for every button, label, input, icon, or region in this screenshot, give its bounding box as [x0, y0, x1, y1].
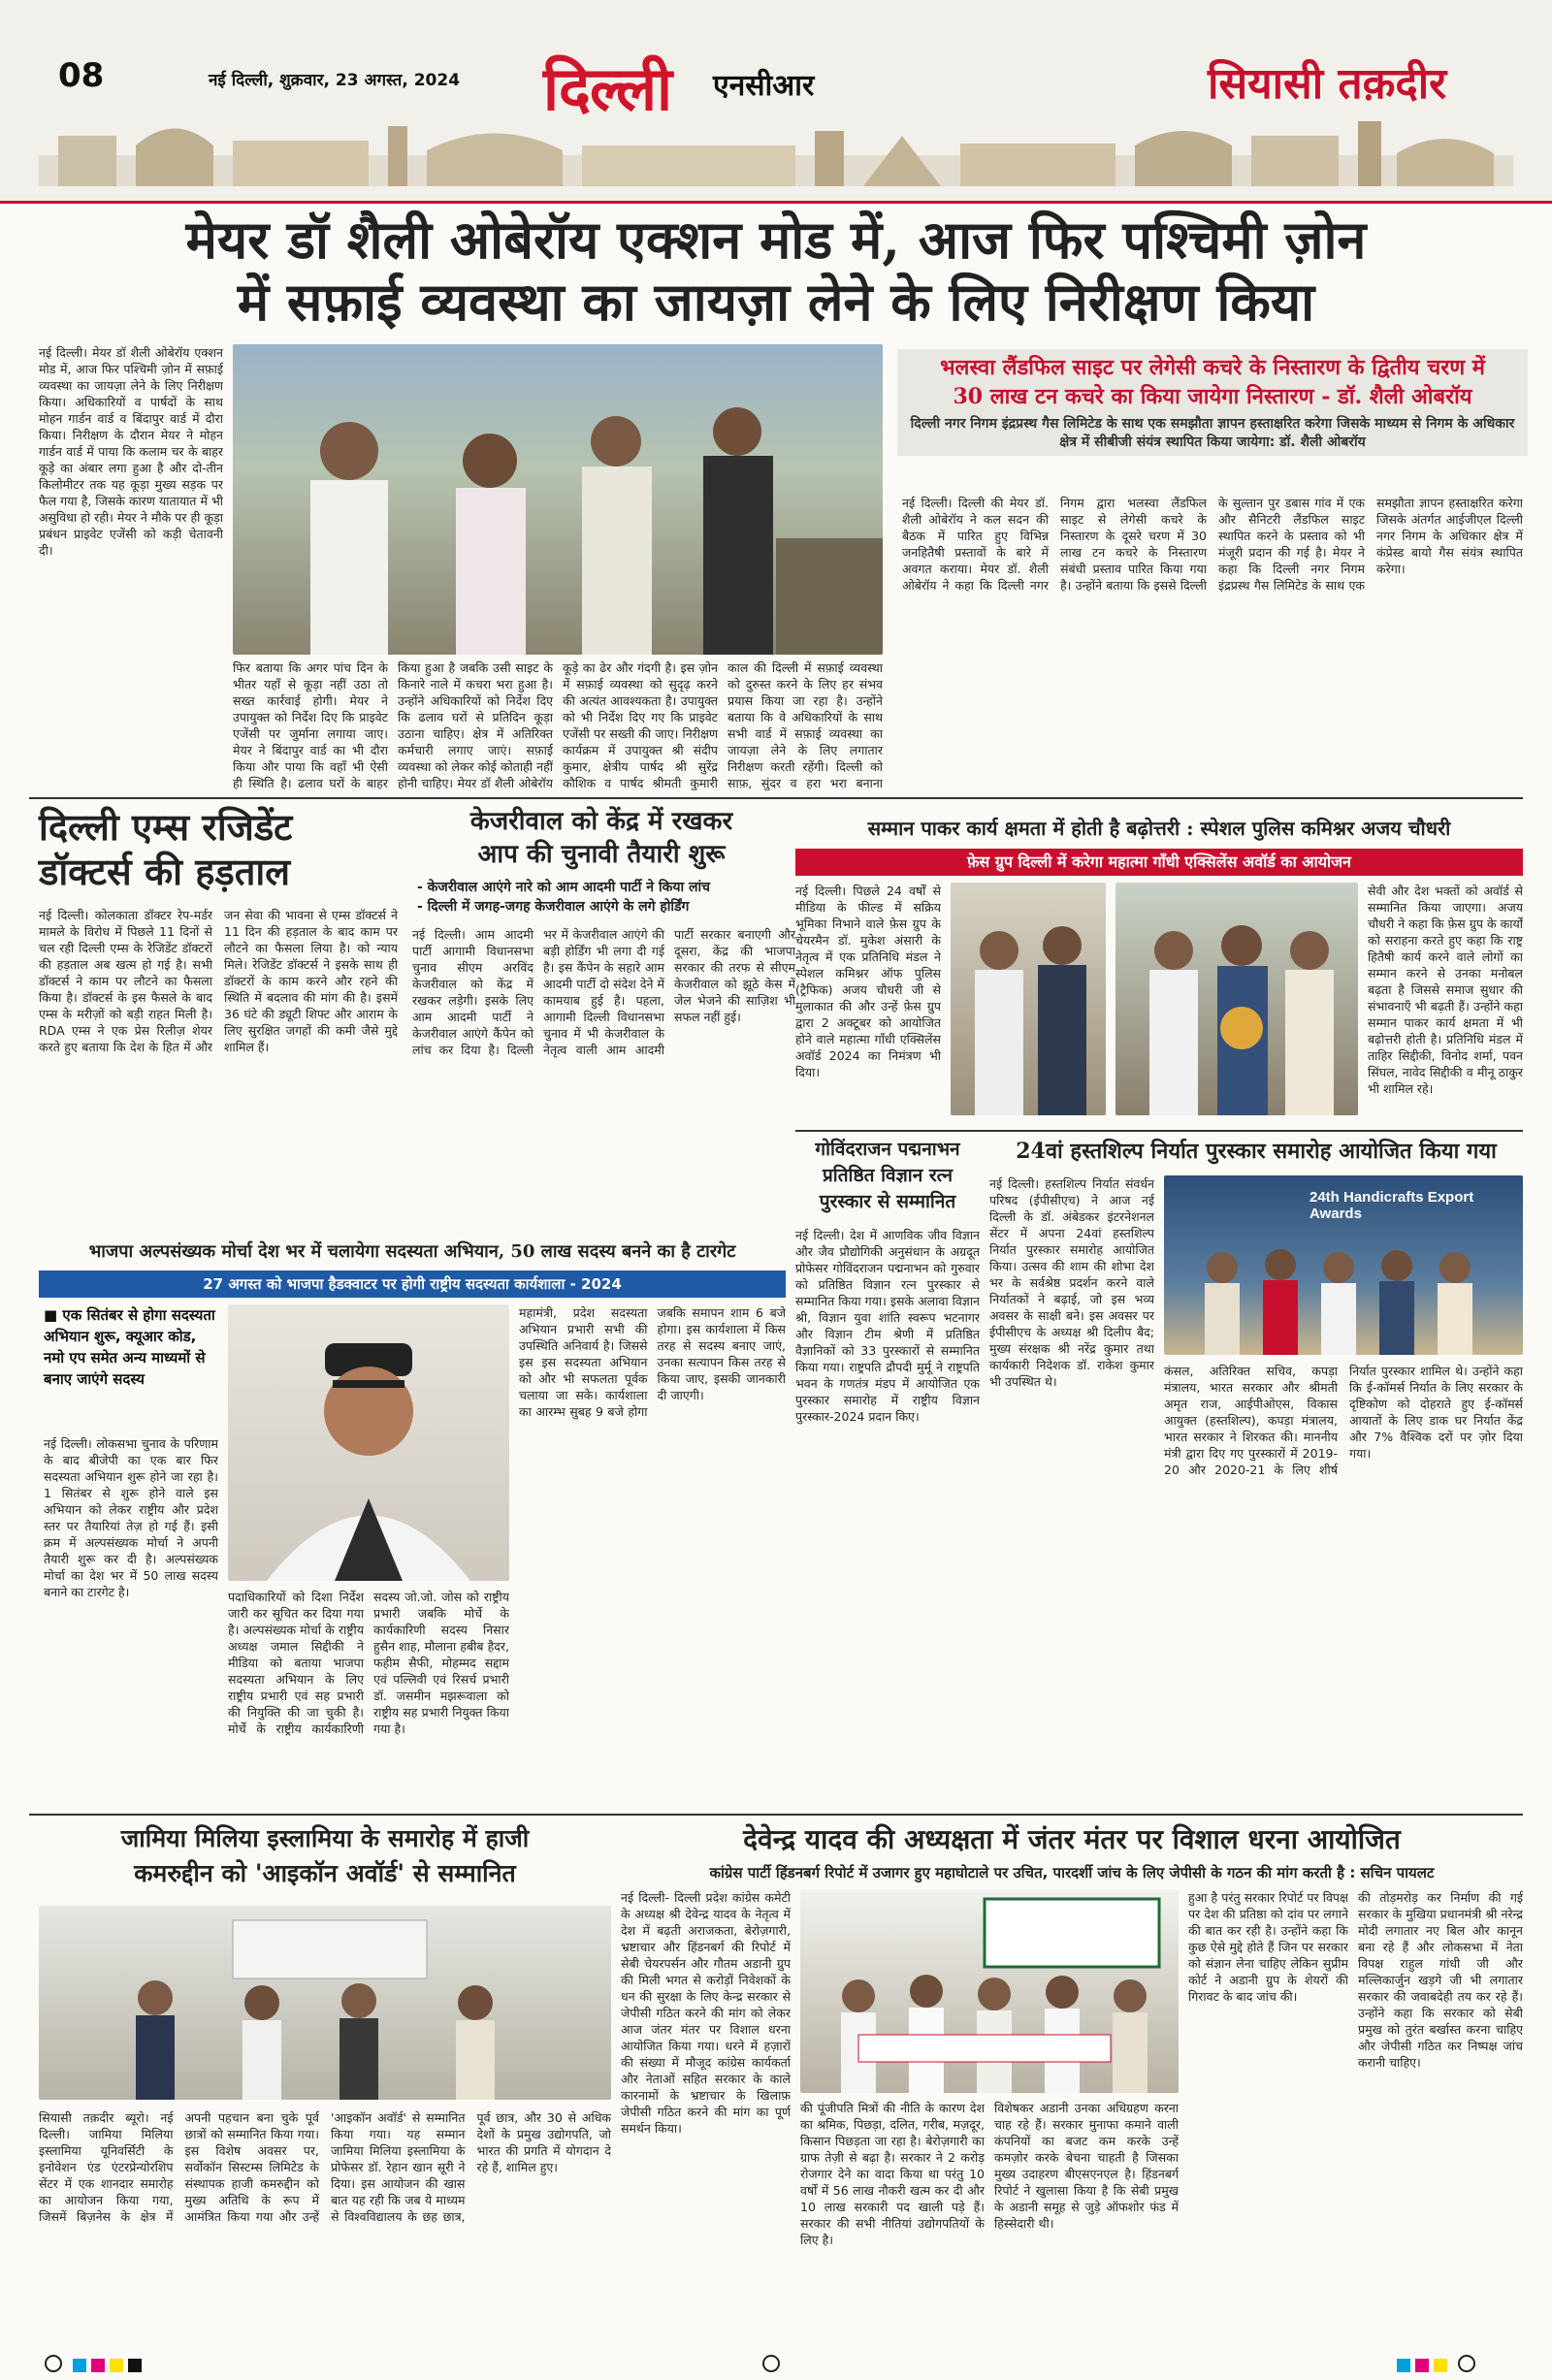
dharna-body-col4: हुआ है परंतु सरकार रिपोर्ट पर विपक्ष पर देश की प्रतिष्ठा को दांव पर लगाने की बात कर रही है। उन्होंने कहा कि कुछ ऐसे मुद्दे होते हैं जिन पर सरकार को संज्ञान लेना चाहिए लेकिन सुप्रीम कोर्ट ने अडानी ग्रुप के शेयरों की गिरावट के बाद जांच की। — [1188, 1890, 1348, 2004]
handicrafts-body: नई दिल्ली। हस्तशिल्प निर्यात संवर्धन परिषद (ईपीसीएच) ने आज नई दिल्ली के डॉ. अंबेडकर इंटरनेशनल सेंटर में अपना 24वां हस्तशिल्प निर्यात पुरस्कार समारोह आयोजित किया। उत्सव की शाम की शोभा देश भर के सर्वश्रेष्ठ प्रदर्शन करने वाले निर्यातकों ने बढ़ाई, जो इस भव्य अवसर के साक्षी बने। इस अवसर पर ईपीसीएच के अध्यक्ष श्री दिलीप बैद; मुख्य संरक्षक श्री नरेंद्र कुमार तथा कार्यकारी निदेशक डॉ. राकेश कुमार भी उपस्थित थे। — [989, 1176, 1154, 1389]
bhalswa-headline-box — [897, 349, 1528, 456]
lead-body-col2: किया हुआ है जबकि उसी साइट के किनारे नाले में कचरा भरा हुआ है। उन्होंने अधिकारियों को निर्देश दिए कि ढलाव घरों से प्रतिदिन कूड़ा उठाना चाहिए। क्षेत्र में अतिरिक्त कर्मचारी लगाए जाएं। सफ़ाई व्यवस्था को लेकर कोई कोताही नहीं होनी चाहिए। मेयर डॉ शैली ओबेरॉय — [398, 660, 553, 790]
magenta-swatch-icon — [1415, 2359, 1429, 2372]
bjp-headline: भाजपा अल्पसंख्यक मोर्चा देश भर में चलायेगा सदस्यता अभियान, 50 लाख सदस्य बनने का है टारगेट — [88, 1241, 736, 1262]
section-divider — [795, 1130, 1523, 1132]
dharna-body-col2: की पूंजीपति मित्रों की नीति के कारण देश का श्रमिक, पिछड़ा, दलित, गरीब, मज़दूर, किसान पिछड़ता जा रहा है। बेरोज़गारी का ग्राफ तेज़ी से बढ़ा है। सरकार ने 2 करोड़ रोजगार देने का वादा किया था परंतु 10 वर्षों में 56 लाख नौकरी खत्म कर दी और 10 लाख सरकारी पद खाली पड़े हैं। सरकार की सभी नीतियां उद्योगपतियों के लिए है। — [800, 2101, 985, 2247]
brand-logo: दिल्ली — [543, 53, 672, 124]
black-swatch-icon — [128, 2359, 142, 2372]
dharna-body-col3: विशेषकर अडानी उनका अधिग्रहण करना चाह रहे हैं। सरकार मुनाफा कमाने वाली कंपनियों का बजट कम करके उन्हें कमज़ोर करके बेचना चाहती है जिसका मुख्य उदाहरण बीएसएनएल है। हिंडनबर्ग रिपोर्ट ने खुलासा किया है कि सेबी प्रमुख के अडानी समूह से जुड़े ऑफशोर फंड में हिस्सेदारी थी। — [994, 2101, 1179, 2231]
page-number: 08 — [58, 56, 105, 95]
govindarajan-headline-line2: प्रतिष्ठित विज्ञान रत्न — [822, 1165, 953, 1186]
dharna-protest-photo — [800, 1889, 1179, 2093]
govindarajan-headline-line1: गोविंदराजन पद्मनाभन — [815, 1139, 960, 1160]
lead-headline-line1: मेयर डॉ शैली ओबेरॉय एक्शन मोड में, आज फिर पश्चिमी ज़ोन — [185, 209, 1367, 271]
jamia-event-photo — [39, 1906, 611, 2100]
bjp-leader-photo — [228, 1304, 509, 1581]
govindarajan-headline — [795, 1137, 980, 1215]
bjp-body-right: महामंत्री, प्रदेश सदस्यता अभियान प्रभारी सभी की उपस्थिति अनिवार्य है। जिससे इस इस सदस्यता अभियान को और भी सफलता पूर्वक चलाया जा सके। कार्यशाला का आरम्भ सुबह 9 बजे होगा जबकि समापन शाम 6 बजे होगा। इस कार्यशाला में किस तरह से सदस्य बनाए जाएं, उनका सत्यापन किस तरह से किया जाए, इसकी जानकारी दी जाएगी। — [519, 1305, 786, 1419]
lead-body-col1: फिर बताया कि अगर पांच दिन के भीतर यहाँ से कूड़ा नहीं उठा तो सख्त कार्रवाई होगी। मेयर ने उपायुक्त को निर्देश दिए कि प्राइवेट एजेंसी पर जुर्माना लगाया जाए। मेयर ने बिंदापुर वार्ड का भी दौरा किया और पाया कि वहाँ भी ऐसी ही स्थिति है। ढलाव घरों के बाहर — [233, 660, 388, 790]
lead-body-left: नई दिल्ली। मेयर डॉ शैली ओबेरॉय एक्शन मोड में, आज फिर पश्चिमी ज़ोन में सफ़ाई व्यवस्था का जायज़ा लेने के लिए निरीक्षण किया। अधिकारियों व पार्षदों के साथ मोहन गार्डन वार्ड व बिंदापुर वार्ड में दौरा किया। निरीक्षण के दौरान मेयर ने मोहन गार्डन वार्ड में पाया कि कलाम चर के बाहर कूड़े का अंबार लगा हुआ है और दो-तीन किलोमीटर तक यह कूड़ा मुख्य सड़क पर फैल गया है, जिसके कारण यातायात में भी असुविधा हो रही। मेयर ने मौके पर ही कूड़ा प्रबंधन प्राइवेट एजेंसी को कड़ी चेतावनी दी। — [39, 345, 223, 558]
registration-marks-center — [757, 2355, 786, 2376]
lead-headline-line2: में सफ़ाई व्यवस्था का जायज़ा लेने के लिए निरीक्षण किया — [237, 271, 1315, 333]
section-divider — [29, 1814, 1523, 1816]
kejriwal-headline — [407, 805, 795, 871]
bhalswa-body: नई दिल्ली। दिल्ली की मेयर डॉ. शैली ओबेरॉय ने कल सदन की बैठक में पारित हुए विभिन्न जनहितैषी प्रस्तावों के बारे में अवगत कराया। मेयर डॉ. शैली ओबेरॉय ने कहा कि दिल्ली नगर निगम द्वारा भलस्वा लैंडफिल साइट से लेगेसी कचरे के निस्तारण के दूसरे चरण में 30 लाख टन कचरे के निस्तारण संबंधी प्रस्ताव पारित किया गया है। उन्होंने बताया कि इससे दिल्ली के सुल्तान पुर डबास गांव में एक और सैनिटरी लैंडफिल साइट स्थापित करने के प्रस्ताव को भी मंजूरी प्रदान की गई है। मेयर ने कहा कि दिल्ली नगर निगम इंद्रप्रस्थ गैस लिमिटेड के साथ एक समझौता ज्ञापन हस्ताक्षरित करेगा जिसके अंतर्गत आईजीएल दिल्ली नगर निगम के अधिकार क्षेत्र में कंप्रेस्ड बायो गैस संयंत्र स्थापित करेगा। — [902, 496, 1523, 593]
kejriwal-body: नई दिल्ली। आम आदमी पार्टी आगामी विधानसभा चुनाव सीएम अरविंद केजरीवाल को केंद्र में रखकर लड़ेगी। इसके लिए आम आदमी पार्टी ने केजरीवाल आएंगे कैंपेन को लांच कर दिया है। दिल्ली भर में केजरीवाल आएंगे की बड़ी होर्डिंग भी लगा दी गई है। इस कैंपेन के सहारे आम आदमी पार्टी दो संदेश देने में कामयाब हुई है। पहला, आगामी दिल्ली विधानसभा चुनाव में भी केजरीवाल के नेतृत्व वाली आम आदमी पार्टी सरकार बनाएगी और दूसरा, केंद्र की भाजपा सरकार की तरफ से सीएम केजरीवाल को झूठे केस में जेल भेजने की साज़िश भी सफल नहीं हुई। — [412, 927, 795, 1057]
print-registration-strip — [0, 2347, 1552, 2380]
handicrafts-photo-banner: 24th Handicrafts Export Awards — [1310, 1189, 1474, 1222]
govindarajan-headline-line3: पुरस्कार से सम्मानित — [819, 1191, 956, 1212]
police-body: नई दिल्ली। पिछले 24 वर्षों से मीडिया के फील्ड में सक्रिय भूमिका निभाने वाले फ़ेस ग्रुप के चेयरमैन डॉ. मुकेश अंसारी के नेतृत्व में एक प्रतिनिधि मंडल ने स्पेशल कमिश्नर ऑफ पुलिस (ट्रैफिक) अजय चौधरी जी से मुलाकात की और उन्हें फ़ेस ग्रुप द्वारा 2 अक्टूबर को आयोजित होने वाले महात्मा गाँधी एक्सिलेंस अवॉर्ड 2024 का निमंत्रण भी दिया। — [795, 884, 941, 1079]
delhi-skyline-illustration — [39, 116, 1513, 186]
cyan-swatch-icon — [1397, 2359, 1410, 2372]
square-bullet-icon: ■ — [44, 1306, 63, 1324]
aiims-headline-line1: दिल्ली एम्स रजिडेंट — [39, 805, 293, 849]
govindarajan-body: नई दिल्ली। देश में आणविक जीव विज्ञान और जैव प्रौद्योगिकी अनुसंधान के अग्रदूत प्रोफेसर गोविंदराजन पद्मनाभन को गुरुवार को प्रतिष्ठित विज्ञान रत्न पुरस्कार से सम्मानित किया गया। इसके अलावा विज्ञान श्री, विज्ञान युवा शांति स्वरूप भटनागर और विज्ञान टीम श्रेणी में प्रतिष्ठित वैज्ञानिकों को 33 पुरस्कारों से सम्मानित किया गया। राष्ट्रपति द्रौपदी मुर्मू ने राष्ट्रपति भवन के गणतंत्र मंडप में आयोजित एक पुरस्कार समारोह में राष्ट्रीय विज्ञान पुरस्कार-2024 प्रदान किए। — [795, 1228, 980, 1424]
police-photo-2 — [1116, 883, 1358, 1115]
jamia-headline-line1: जामिया मिलिया इस्लामिया के समारोह में हाजी — [120, 1824, 530, 1852]
kejriwal-subhead — [417, 878, 795, 917]
mayor-inspection-photo — [233, 344, 883, 655]
cyan-swatch-icon — [73, 2359, 86, 2372]
police-redbar: फ़ेस ग्रुप दिल्ली में करेगा महात्मा गाँधी एक्सिलेंस अवॉर्ड का आयोजन — [795, 849, 1523, 876]
registration-marks-right — [1397, 2355, 1481, 2376]
registration-marks-left — [39, 2355, 142, 2376]
police-headline: सम्मान पाकर कार्य क्षमता में होती है बढ़ोत्तरी : स्पेशल पुलिस कमिश्नर अजय चौधरी — [867, 817, 1451, 840]
bhalswa-headline-line2: 30 लाख टन कचरे का किया जायेगा निस्तारण - डॉ. शैली ओबरॉय — [953, 384, 1472, 409]
police-photo-1 — [951, 883, 1106, 1115]
dharna-body-col5: की तोड़मरोड़ कर निर्माण की गई सरकार के मुखिया प्रधानमंत्री श्री नरेन्द्र मोदी लगातार नए बिल और कानून बना रहे हैं और लोकसभा में नेता विपक्ष राहुल गांधी जी और मल्लिकार्जुन खड़गे जी भी लगातार सरकार की जवाबदेही तय कर रहे हैं। उन्होंने कहा कि सरकार को सेबी प्रमुख को तुरंत बर्खास्त करना चाहिए और जेपीसी गठित कर निष्पक्ष जांच करानी चाहिए। — [1358, 1890, 1523, 2070]
kejriwal-subhead-line2: - दिल्ली में जगह-जगह केजरीवाल आएंगे के लगे होर्डिंग — [417, 899, 690, 915]
handicrafts-headline: 24वां हस्तशिल्प निर्यात पुरस्कार समारोह आयोजित किया गया — [1016, 1139, 1497, 1164]
lead-body-col4: काल की दिल्ली में सफ़ाई व्यवस्था को दुरुस्त करने के लिए हर संभव प्रयास किया जा रहा है। उन्होंने बताया कि वे अधिकारियों के साथ सभी वार्ड में सफ़ाई व्यवस्था का जायज़ा लेने के लिए लगातार निरीक्षण करती रहेंगी। दिल्ली को साफ़, सुंदर व हरा भरा बनाना — [728, 660, 883, 790]
registration-mark-icon — [762, 2355, 780, 2372]
lead-body-col3: कूड़े का ढेर और गंदगी है। इस ज़ोन में सफ़ाई व्यवस्था को सुदृढ़ करने की अत्यंत आवश्यकता है। उपायुक्त को भी निर्देश दिए गए कि प्राइवेट एजेंसी पर सख्ती की जाए। निरीक्षण कार्यक्रम में उपायुक्त श्री संदीप कुमार, क्षेत्रीय पार्षद श्री सुरेंद्र कौशिक व पार्षद श्रीमती कुमारी — [563, 660, 718, 790]
dharna-headline: देवेन्द्र यादव की अध्यक्षता में जंतर मंतर पर विशाल धरना आयोजित — [743, 1823, 1401, 1855]
handicrafts-awards-photo — [1164, 1175, 1523, 1355]
handicrafts-body-right: कंसल, अतिरिक्त सचिव, कपड़ा मंत्रालय, भारत सरकार और श्रीमती अमृत राज, आईपीओएस, विकास आयुक्त (हस्तशिल्प), कपड़ा मंत्रालय, भारत सरकार ने शिरकत की। माननीय मंत्री द्वारा दिए गए पुरस्कारों में 2019-20 और 2020-21 के लिए शीर्ष निर्यात पुरस्कार शामिल थे। उन्होंने कहा कि ई-कॉमर्स निर्यात के लिए सरकार के दृष्टिकोण को दोहराते हुए ई-कॉमर्स आयातों के लिए डाक घर निर्यात केंद्र और 7% वैश्विक दरों पर ज़ोर दिया गया। — [1164, 1364, 1523, 1477]
bjp-redbar: 27 अगस्त को भाजपा हैडक्वाटर पर होगी राष्ट्रीय सदस्यता कार्यशाला - 2024 — [39, 1270, 786, 1298]
section-divider — [29, 797, 1523, 799]
magenta-swatch-icon — [91, 2359, 105, 2372]
aiims-headline — [39, 805, 407, 894]
bhalswa-headline-line1: भलस्वा लैंडफिल साइट पर लेगेसी कचरे के निस्तारण के द्वितीय चरण में — [940, 355, 1485, 380]
registration-mark-icon — [45, 2355, 62, 2372]
police-body-right: सेवी और देश भक्तों को अवॉर्ड से सम्मानित किया जाएगा। अजय चौधरी ने कहा कि फ़ेस ग्रुप के कार्यों को सराहना करते हुए कहा कि राष्ट्र हितैषी कार्य करने वाले लोगों का सम्मान करने से उनका मनोबल बढ़ता है जिससे समाज सुधार की संभावनाएँ भी बढ़ती हैं। उन्होंने कहा सम्मान पाकर कार्य क्षमता में भी बढ़ोत्तरी होती है। प्रतिनिधि मंडल में ताहिर सिद्दीकी, विनोद शर्मा, पवन सिंघल, नावेद सिद्दीकी व मीनू ठाकुर भी शामिल रहे। — [1368, 884, 1523, 1096]
yellow-swatch-icon — [1434, 2359, 1447, 2372]
section-title: सियासी तक़दीर — [1208, 59, 1447, 109]
kejriwal-headline-line1: केजरीवाल को केंद्र में रखकर — [469, 807, 733, 836]
yellow-swatch-icon — [110, 2359, 123, 2372]
bhalswa-subhead: दिल्ली नगर निगम इंद्रप्रस्थ गैस लिमिटेड के साथ एक समझौता ज्ञापन हस्ताक्षरित करेगा जिसके माध्यम से निगम के अधिकार क्षेत्र में सीबीजी संयंत्र स्थापित किया जायेगा: डॉ. शैली ओबरॉय — [910, 416, 1515, 450]
bjp-body-left: नई दिल्ली। लोकसभा चुनाव के परिणाम के बाद बीजेपी का एक बार फिर सदस्यता अभियान शुरू होने जा रहा है। 1 सितंबर से शुरू होने वाले इस अभियान को लेकर राष्ट्रीय और प्रदेश स्तर पर तैयारियां तेज़ हो गई हैं। इसी क्रम में अल्पसंख्यक मोर्चा ने अपनी तैयारी शुरू कर दी है। अल्पसंख्यक मोर्चा का देश भर में 50 लाख सदस्य बनाने का टारगेट है। — [44, 1436, 218, 1599]
jamia-headline-line2: कमरुद्दीन को 'आइकॉन अवॉर्ड' से सम्मानित — [134, 1859, 516, 1887]
bjp-body-mid: पदाधिकारियों को दिशा निर्देश जारी कर सूचित कर दिया गया है। अल्पसंख्यक मोर्चा के राष्ट्रीय अध्यक्ष जमाल सिद्दीकी ने मीडिया को बताया भाजपा सदस्यता अभियान के लिए राष्ट्रीय प्रभारी एवं सह प्रभारी की नियुक्ति की जा चुकी है। मोर्चे के राष्ट्रीय कार्यकारिणी सदस्य जो.जो. जोस को राष्ट्रीय प्रभारी जबकि मोर्चे के कार्यकारिणी सदस्य निसार हुसैन शाह, मौलाना हबीब हैदर, फहीम सैफी, मोहम्मद सद्दाम एवं पल्लिवी एवं रिसर्च प्रभारी डॉ. जसमीन मझरूवाला को राष्ट्रीय सह प्रभारी नियुक्त किया गया है। — [228, 1590, 509, 1736]
aiims-headline-line2: डॉक्टर्स की हड़ताल — [39, 850, 290, 893]
kejriwal-subhead-line1: - केजरीवाल आएंगे नारे को आम आदमी पार्टी ने किया लांच — [417, 880, 710, 895]
bjp-bullet — [44, 1304, 218, 1390]
dharna-subhead: कांग्रेस पार्टी हिंडनबर्ग रिपोर्ट में उजागर हुए महाघोटाले पर उचित, पारदर्शी जांच के लिए जेपीसी के गठन की मांग करती है : सचिन पायलट — [709, 1864, 1435, 1881]
dateline: नई दिल्ली, शुक्रवार, 23 अगस्त, 2024 — [209, 71, 461, 90]
brand-suffix: एनसीआर — [713, 69, 815, 103]
masthead — [0, 0, 1552, 204]
jamia-body: सियासी तक़दीर ब्यूरो। नई दिल्ली। जामिया मिलिया इस्लामिया यूनिवर्सिटी के इनोवेशन एंड एंटरप्रेन्योरशिप सेंटर में एक शानदार समारोह का आयोजन किया गया, जिसमें बिज़नेस के क्षेत्र में अपनी पहचान बना चुके पूर्व छात्रों को सम्मानित किया गया। इस विशेष अवसर पर, सर्वोकॉन सिस्टम्स लिमिटेड के संस्थापक हाजी कमरुद्दीन को मुख्य अतिथि के रूप में आमंत्रित किया गया और उन्हें 'आइकॉन अवॉर्ड' से सम्मानित किया गया। यह सम्मान जामिया मिलिया इस्लामिया के प्रोफेसर डॉ. रेहान खान सूरी ने दिया। इस आयोजन की खास बात यह रही कि जब ये माध्यम से विश्वविद्यालय के छह छात्र, पूर्व छात्र, और 30 से अधिक देशों के प्रमुख उद्योगपति, जो भारत की प्रगति में योगदान दे रहे हैं, शामिल हुए। — [39, 2110, 611, 2224]
aiims-body: नई दिल्ली। कोलकाता डॉक्टर रेप-मर्डर मामले के विरोध में पिछले 11 दिनों से चल रही दिल्ली एम्स के रेजिडेंट डॉक्टरों की हड़ताल अब खत्म हो गई है। सभी डॉक्टर्स ने काम पर लौटने का फैसला किया है। डॉक्टर्स के इस फैसले के बाद एम्स के मरीज़ों को बड़ी राहत मिली है। RDA एम्स ने एक प्रेस रिलीज़ शेयर करते हुए बताया कि देश के हित में और जन सेवा की भावना से एम्स डॉक्टर्स ने 11 दिन की हड़ताल के बाद काम पर लौटने का फैसला लिया है। को न्याय मिले। रेजिडेंट डॉक्टर्स ने इसके साथ ही डॉक्टरों के काम करने और रहने की स्थिति में बदलाव की मांग की है। इसमें 36 घंटे की ड्यूटी शिफ्ट और आराम के लिए सुरक्षित जगहों की कमी जैसे मुद्दे शामिल हैं। — [39, 908, 398, 1054]
jamia-headline — [39, 1821, 611, 1891]
dharna-body: नई दिल्ली- दिल्ली प्रदेश कांग्रेस कमेटी के अध्यक्ष श्री देवेन्द्र यादव के नेतृत्व में देश में बढ़ती अराजकता, बेरोज़गारी, भ्रष्टाचार और हिंडनबर्ग की रिपोर्ट में सेबी चेयरपर्सन और गौतम अडानी ग्रुप की मिली भगत से करोड़ों निवेशकों के धन की सुरक्षा के लिए केन्द्र सरकार से जेपीसी गठित करने की मांग को लेकर आज जंतर मंतर पर विशाल धरना आयोजित किया गया। धरने में हज़ारों की संख्या में मौजूद कांग्रेस कार्यकर्ता और नेताओं सहित सरकार के काले कारनामों के भ्रष्टाचार के खिलाफ़ जेपीसी गठित करने की मांग का पूर्ण समर्थन किया। — [621, 1890, 791, 2136]
lead-headline — [29, 209, 1523, 333]
bjp-bullet-text: एक सितंबर से होगा सदस्यता अभियान शुरू, क्यूआर कोड, नमो एप समेत अन्य माध्यमों से बनाए जाएंगे सदस्य — [44, 1306, 215, 1388]
kejriwal-headline-line2: आप की चुनावी तैयारी शुरू — [477, 840, 726, 869]
registration-mark-icon — [1458, 2355, 1475, 2372]
